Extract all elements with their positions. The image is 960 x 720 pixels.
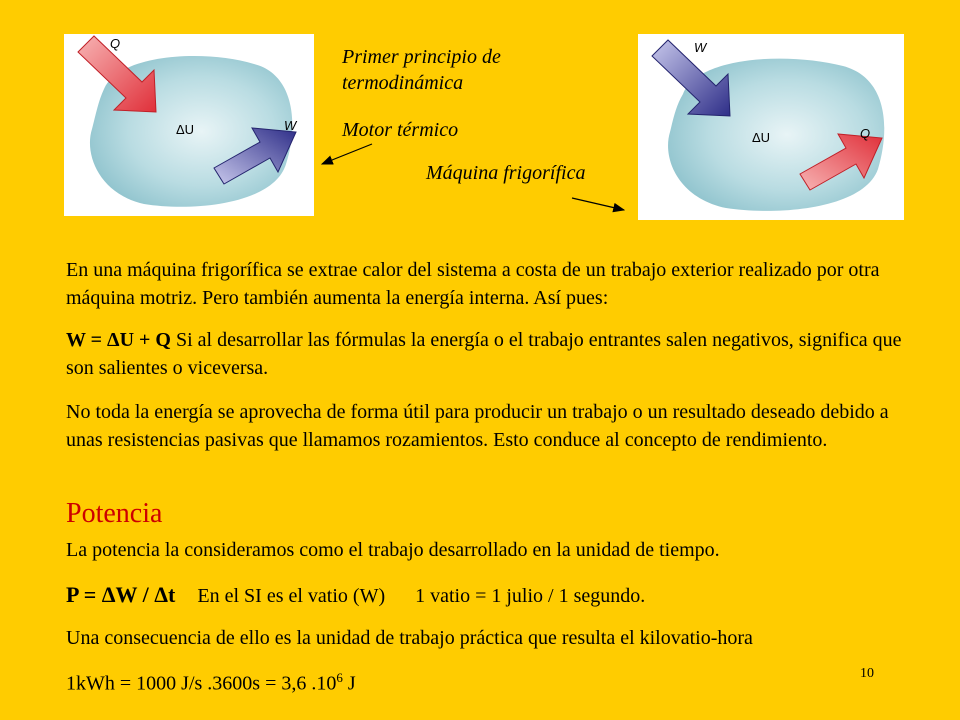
delta-u-label: ΔU xyxy=(752,130,771,145)
heat-engine-figure xyxy=(64,34,314,216)
fridge-pointer-arrow xyxy=(572,198,624,210)
first-law-label: Primer principio de termodinámica xyxy=(342,46,501,94)
q-label: Q xyxy=(860,126,871,141)
efficiency-paragraph: No toda la energía se aprovecha de forma útil para producir un trabajo o un resultado deseado debido a unas resistencias pasivas que llamamos rozamientos. Esto conduce al concepto de rendimiento. xyxy=(66,401,889,451)
kwh-base: 1kWh = 1000 J/s .3600s = 3,6 .10 xyxy=(66,672,337,695)
kwh-unit: J xyxy=(342,672,356,695)
w-label: W xyxy=(284,118,297,133)
q-label: Q xyxy=(110,36,121,51)
delta-u-label: ΔU xyxy=(176,122,195,137)
sign-convention-text: Si al desarrollar las fórmulas la energía o el trabajo entrantes salen negativos, significa que son salientes o viceversa. xyxy=(66,329,902,379)
power-definition: La potencia la consideramos como el trabajo desarrollado en la unidad de tiempo. xyxy=(66,539,720,561)
watt-equivalence: 1 vatio = 1 julio / 1 segundo. xyxy=(415,585,646,607)
heat-engine-label: Motor térmico xyxy=(342,119,459,141)
sign-convention-paragraph xyxy=(66,326,916,382)
refrigerator-formula: W = ΔU + Q xyxy=(66,329,171,351)
refrigerator-paragraph: En una máquina frigorífica se extrae calor del sistema a costa de un trabajo exterior realizado por otra máquina motriz. Pero también aumenta la energía interna. Así pues: xyxy=(66,259,880,309)
si-unit-text: En el SI es el vatio (W) xyxy=(197,585,386,607)
kilowatt-hour-paragraph: Una consecuencia de ello es la unidad de trabajo práctica que resulta el kilovatio-hora xyxy=(66,627,753,649)
w-label: W xyxy=(694,40,707,55)
power-formula: P = ΔW / Δt xyxy=(66,582,176,607)
kwh-conversion xyxy=(66,664,356,698)
refrigerator-label: Máquina frigorífica xyxy=(426,162,586,184)
kwh-exponent: 6 xyxy=(336,670,343,685)
power-formula-row xyxy=(66,580,645,611)
refrigerator-figure xyxy=(638,34,904,220)
page-number: 10 xyxy=(860,666,874,681)
power-section-title: Potencia xyxy=(66,498,163,529)
motor-pointer-arrow xyxy=(322,144,372,164)
